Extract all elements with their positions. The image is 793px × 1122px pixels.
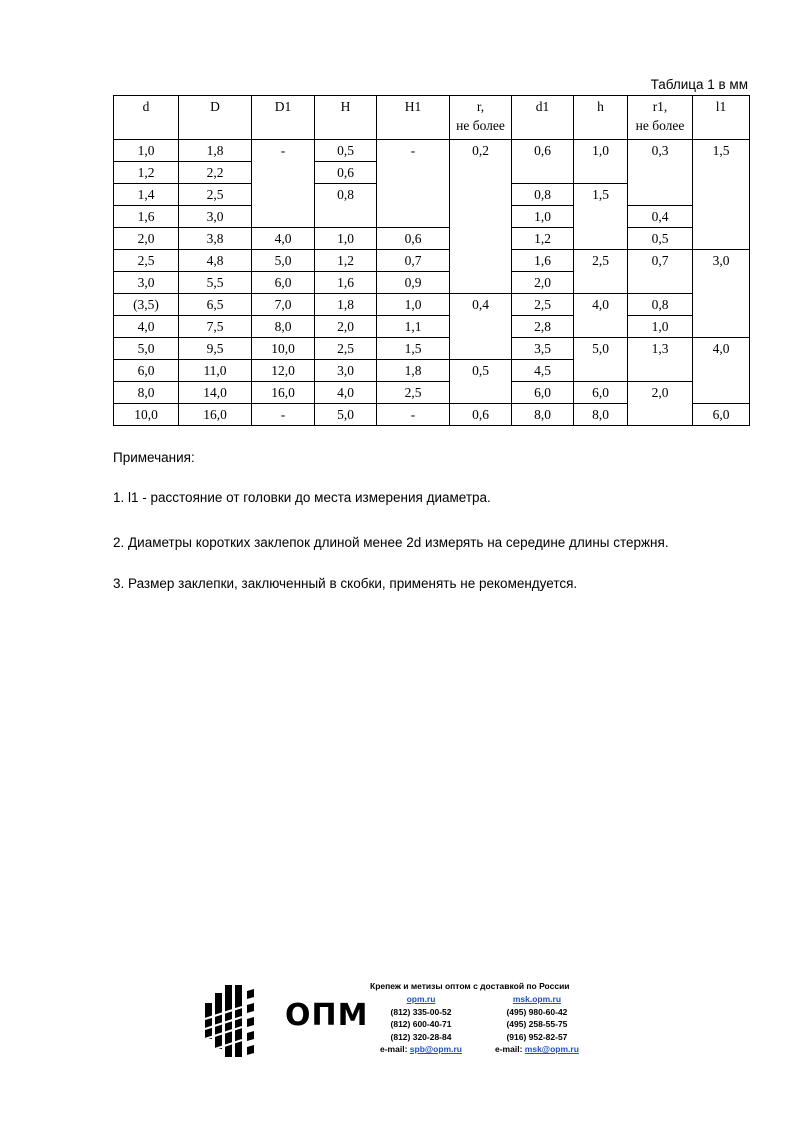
cell-H: 0,6 <box>315 162 377 184</box>
spb-phone: (812) 335-00-52 <box>390 1006 452 1017</box>
cell-h: 6,0 <box>574 382 628 404</box>
header-H1: H1 <box>377 96 450 140</box>
cell-l1: 6,0 <box>693 404 750 426</box>
header-r1-sub: не более <box>635 118 685 133</box>
cell-h: 1,5 <box>574 184 628 250</box>
cell-r1: 2,0 <box>628 382 693 426</box>
cell-r: 0,6 <box>450 404 512 426</box>
cell-d1: 3,5 <box>512 338 574 360</box>
cell-d1: 2,5 <box>512 294 574 316</box>
table-header-row <box>114 96 750 140</box>
cell-r1: 1,0 <box>628 316 693 338</box>
header-D1: D1 <box>252 96 315 140</box>
cell-H: 1,2 <box>315 250 377 272</box>
cell-D: 11,0 <box>179 360 252 382</box>
cell-H: 2,0 <box>315 316 377 338</box>
spb-phone: (812) 600-40-71 <box>390 1019 452 1029</box>
cell-D1: 6,0 <box>252 272 315 294</box>
cell-H1: 0,7 <box>377 250 450 272</box>
spb-email-label: e-mail: <box>380 1044 408 1054</box>
table-row <box>114 316 750 338</box>
footer <box>205 980 605 1060</box>
header-H: H <box>315 96 377 140</box>
cell-d: 8,0 <box>114 382 179 404</box>
cell-d: 4,0 <box>114 316 179 338</box>
cell-H1: 1,1 <box>377 316 450 338</box>
logo-text: ОПМ <box>285 998 369 1033</box>
table-row <box>114 140 750 162</box>
cell-D1: 4,0 <box>252 228 315 250</box>
cell-H: 2,5 <box>315 338 377 360</box>
spb-email-link[interactable]: spb@opm.ru <box>409 1044 462 1054</box>
cell-H1: - <box>377 404 450 426</box>
rivet-dimensions-table <box>113 95 750 426</box>
cell-H1: 1,5 <box>377 338 450 360</box>
cell-H: 4,0 <box>315 382 377 404</box>
note-item: 1. l1 - расстояние от головки до места измерения диаметра. <box>113 490 491 505</box>
cell-d1: 2,8 <box>512 316 574 338</box>
spb-phone: (812) 320-28-84 <box>390 1031 452 1042</box>
cell-d1: 0,6 <box>512 140 574 184</box>
cell-r: 0,4 <box>450 294 512 360</box>
cell-D: 2,2 <box>179 162 252 184</box>
cell-l1: 3,0 <box>693 250 750 338</box>
msk-site-link[interactable]: msk.opm.ru <box>512 994 562 1004</box>
table-row <box>114 228 750 250</box>
footer-msk-contacts <box>495 993 579 1056</box>
cell-h: 8,0 <box>574 404 628 426</box>
cell-D1: 16,0 <box>252 382 315 404</box>
cell-D1: 7,0 <box>252 294 315 316</box>
cell-D1: - <box>252 404 315 426</box>
msk-phone: (495) 258-55-75 <box>506 1019 568 1029</box>
header-r-label: r, <box>476 99 485 114</box>
cell-D: 3,0 <box>179 206 252 228</box>
cell-d: 1,6 <box>114 206 179 228</box>
header-r-sub: не более <box>456 118 505 133</box>
cell-D: 3,8 <box>179 228 252 250</box>
note-item: 2. Диаметры коротких заклепок длиной менее 2d измерять на середине длины стержня. <box>113 535 669 550</box>
cell-l1: 1,5 <box>693 140 750 250</box>
cell-D1: 5,0 <box>252 250 315 272</box>
note-item: 3. Размер заклепки, заключенный в скобки, применять не рекомендуется. <box>113 576 578 591</box>
cell-H: 1,0 <box>315 228 377 250</box>
table-row <box>114 250 750 272</box>
cell-d: 5,0 <box>114 338 179 360</box>
cell-d1: 4,5 <box>512 360 574 382</box>
cell-d1: 1,2 <box>512 228 574 250</box>
msk-phone: (916) 952-82-57 <box>506 1031 568 1042</box>
cell-D1: 10,0 <box>252 338 315 360</box>
footer-spb-contacts <box>380 993 462 1056</box>
cell-H1: 2,5 <box>377 382 450 404</box>
cell-H1: 1,8 <box>377 360 450 382</box>
cell-d1: 2,0 <box>512 272 574 294</box>
cell-H: 0,5 <box>315 140 377 162</box>
header-r <box>450 96 512 140</box>
cell-d: 1,4 <box>114 184 179 206</box>
cell-r1: 0,8 <box>628 294 693 316</box>
header-r1 <box>628 96 693 140</box>
cell-d: 1,0 <box>114 140 179 162</box>
cell-H1: 0,9 <box>377 272 450 294</box>
footer-tagline: Крепеж и метизы оптом с доставкой по России <box>370 981 570 991</box>
cell-r1: 0,7 <box>628 250 693 294</box>
cell-d1: 1,0 <box>512 206 574 228</box>
msk-email-label: e-mail: <box>495 1044 523 1054</box>
cell-d: 2,5 <box>114 250 179 272</box>
cell-d: 6,0 <box>114 360 179 382</box>
notes-title: Примечания: <box>113 450 195 465</box>
cell-r: 0,5 <box>450 360 512 404</box>
opm-logo-icon <box>205 985 267 1057</box>
msk-email-link[interactable]: msk@opm.ru <box>524 1044 579 1054</box>
header-D: D <box>179 96 252 140</box>
header-h: h <box>574 96 628 140</box>
table-row <box>114 338 750 360</box>
cell-d1: 1,6 <box>512 250 574 272</box>
cell-h: 4,0 <box>574 294 628 338</box>
cell-h: 1,0 <box>574 140 628 184</box>
cell-h: 5,0 <box>574 338 628 382</box>
cell-D: 9,5 <box>179 338 252 360</box>
cell-H: 0,8 <box>315 184 377 228</box>
header-l1: l1 <box>693 96 750 140</box>
cell-r1: 0,4 <box>628 206 693 228</box>
cell-r1: 0,5 <box>628 228 693 250</box>
header-d1: d1 <box>512 96 574 140</box>
cell-H1: 1,0 <box>377 294 450 316</box>
table-row <box>114 382 750 404</box>
cell-d1: 6,0 <box>512 382 574 404</box>
cell-H1: 0,6 <box>377 228 450 250</box>
cell-H: 1,8 <box>315 294 377 316</box>
cell-d1: 0,8 <box>512 184 574 206</box>
cell-D1: 8,0 <box>252 316 315 338</box>
header-r1-label: r1, <box>652 99 668 114</box>
cell-H: 1,6 <box>315 272 377 294</box>
cell-h: 2,5 <box>574 250 628 294</box>
cell-D: 6,5 <box>179 294 252 316</box>
cell-D1: - <box>252 140 315 228</box>
cell-d: 1,2 <box>114 162 179 184</box>
cell-H: 3,0 <box>315 360 377 382</box>
header-d: d <box>114 96 179 140</box>
cell-D: 7,5 <box>179 316 252 338</box>
cell-d: 3,0 <box>114 272 179 294</box>
cell-d1: 8,0 <box>512 404 574 426</box>
cell-d: (3,5) <box>114 294 179 316</box>
cell-D: 4,8 <box>179 250 252 272</box>
cell-r1: 0,3 <box>628 140 693 206</box>
cell-D: 5,5 <box>179 272 252 294</box>
cell-d: 10,0 <box>114 404 179 426</box>
cell-D: 2,5 <box>179 184 252 206</box>
cell-D: 16,0 <box>179 404 252 426</box>
spb-site-link[interactable]: opm.ru <box>406 994 436 1004</box>
cell-D: 14,0 <box>179 382 252 404</box>
table-row <box>114 294 750 316</box>
cell-D: 1,8 <box>179 140 252 162</box>
cell-d: 2,0 <box>114 228 179 250</box>
cell-r: 0,2 <box>450 140 512 294</box>
cell-l1: 4,0 <box>693 338 750 404</box>
cell-D1: 12,0 <box>252 360 315 382</box>
table-caption: Таблица 1 в мм <box>650 77 748 92</box>
cell-H: 5,0 <box>315 404 377 426</box>
msk-phone: (495) 980-60-42 <box>506 1006 568 1017</box>
cell-r1: 1,3 <box>628 338 693 382</box>
cell-H1: - <box>377 140 450 228</box>
